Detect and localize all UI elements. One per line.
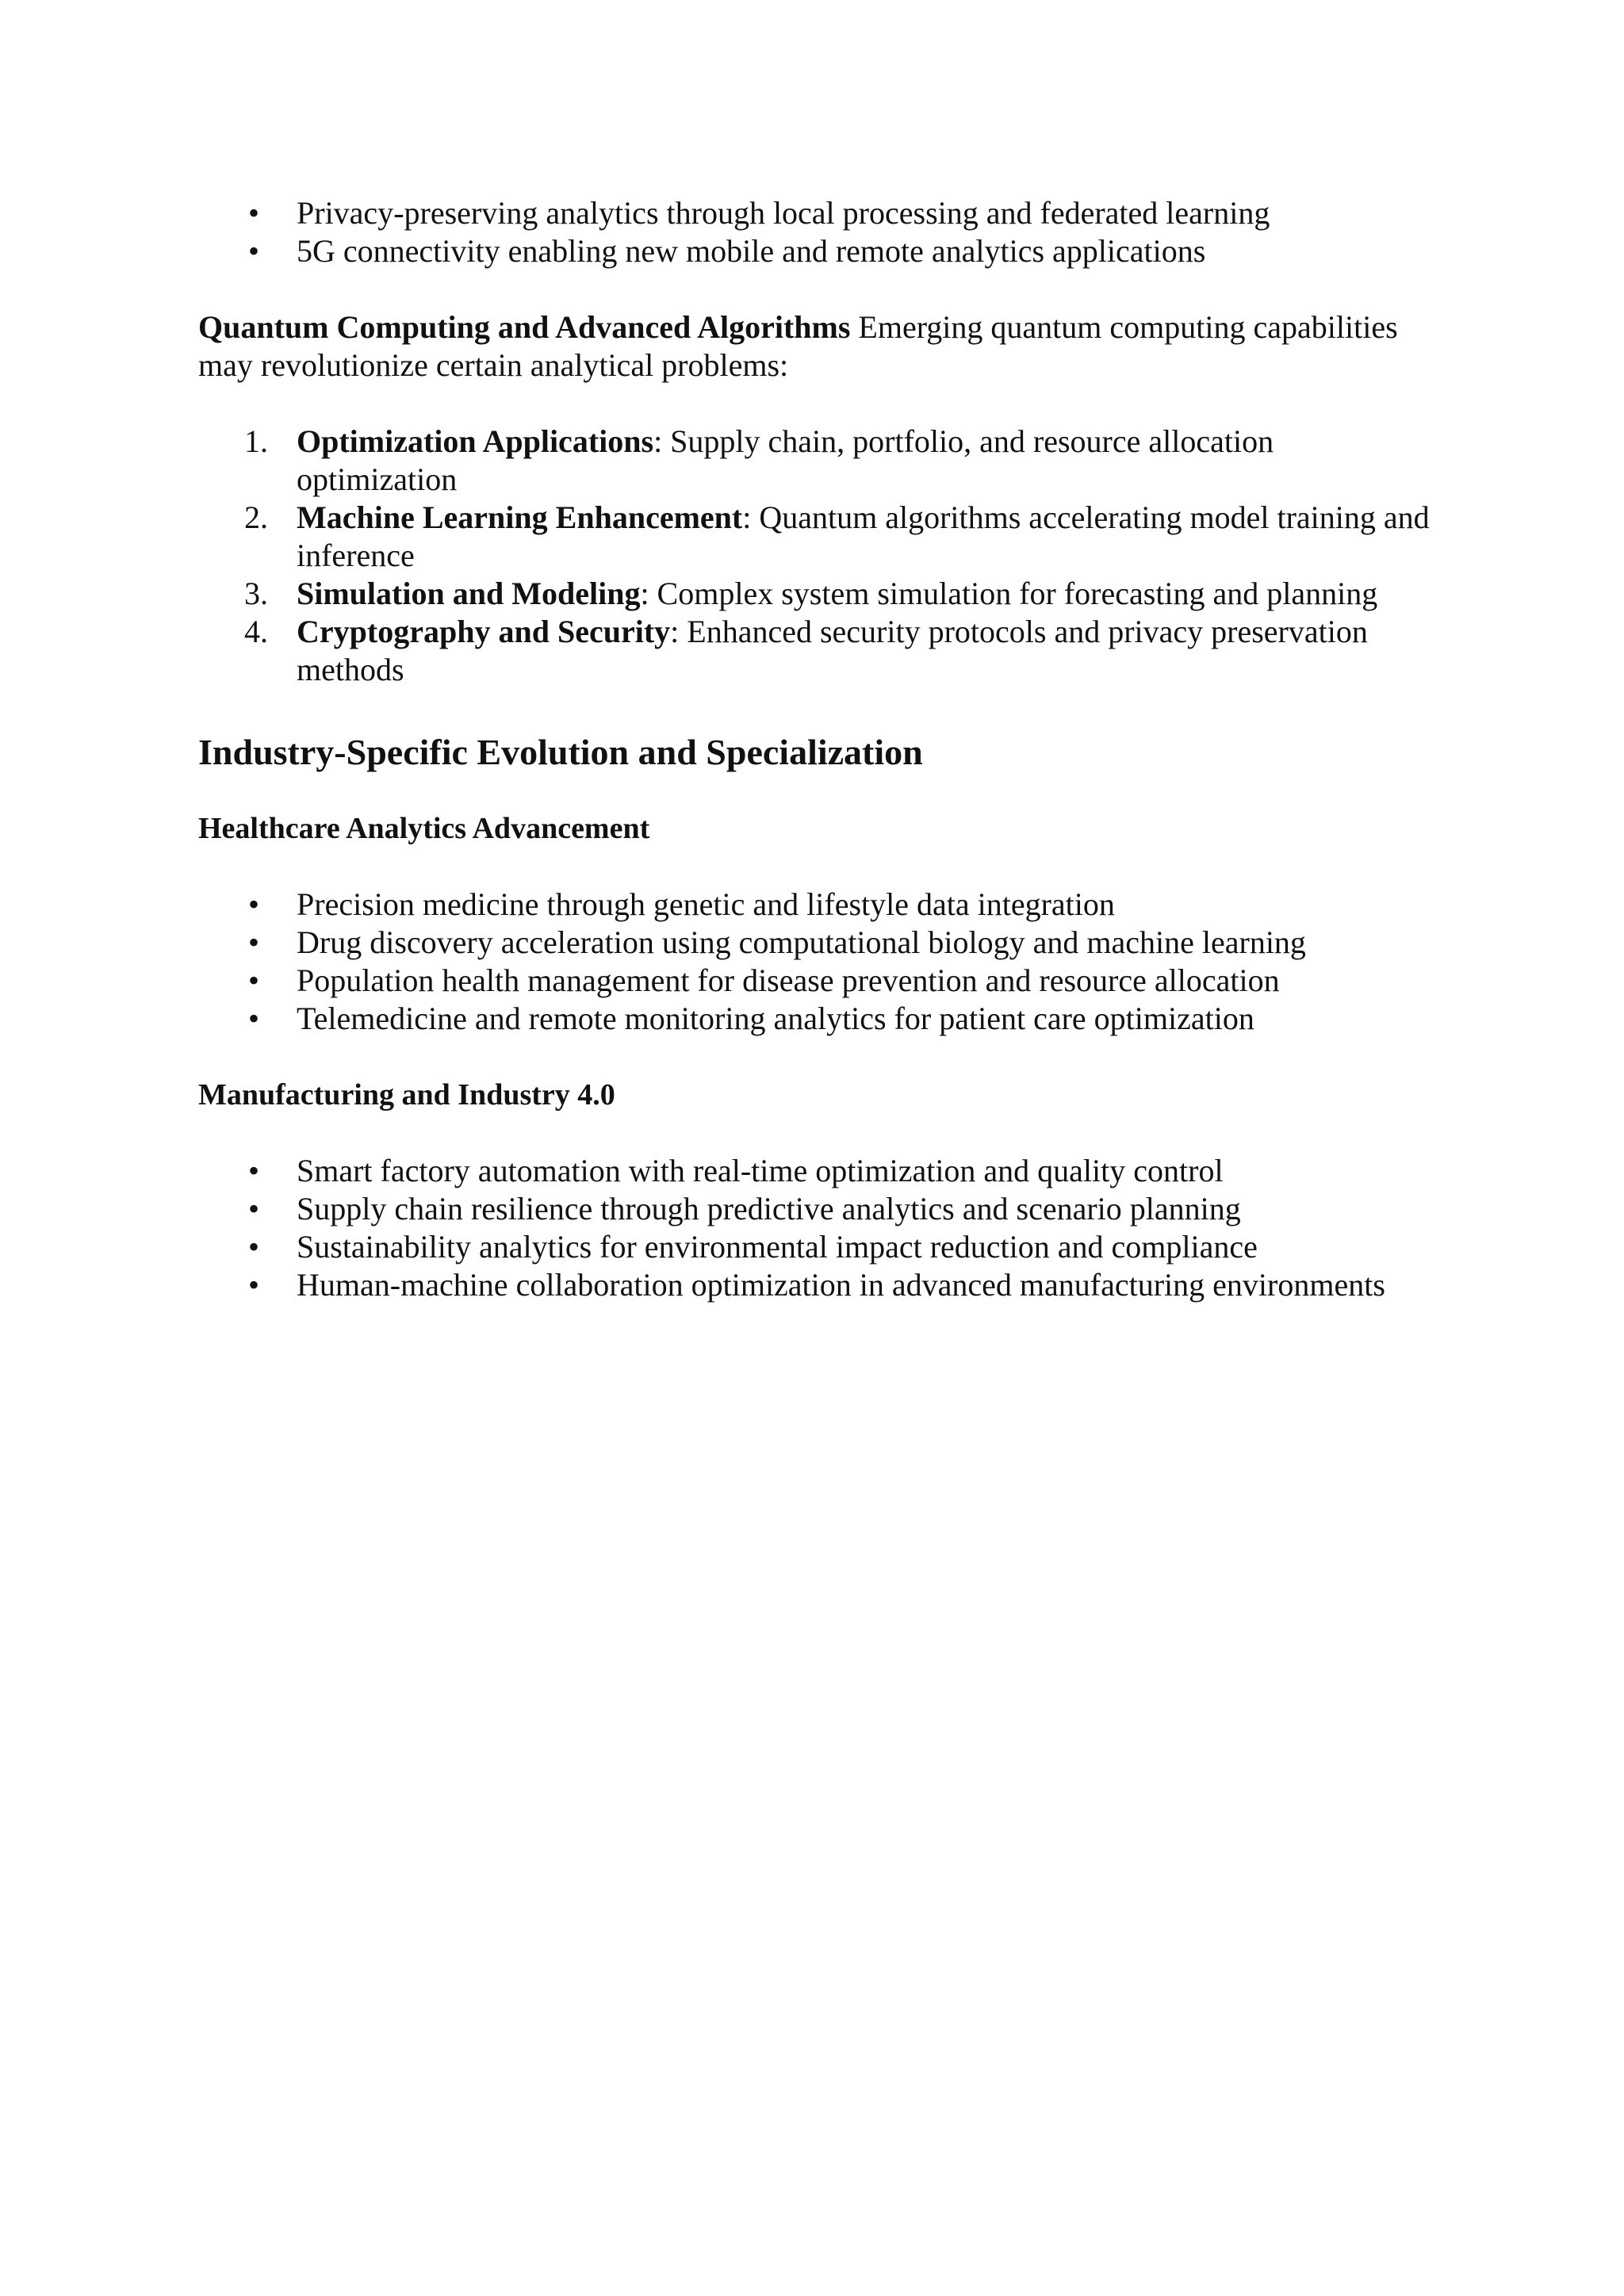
list-item [198,1152,1435,1190]
list-item [198,962,1435,1000]
list-item-text: : Complex system simulation for forecasting and planning [640,576,1378,611]
list-item [198,499,1435,575]
list-item [198,1190,1435,1228]
bullet-glyph: • [247,1191,259,1226]
bullet-glyph: • [247,195,259,231]
healthcare-heading: Healthcare Analytics Advancement [198,812,650,845]
list-item [198,886,1435,924]
bullet-glyph: • [247,1229,259,1265]
list-item [198,924,1435,962]
list-item-text: Telemedicine and remote monitoring analytics for patient care optimization [297,1001,1254,1036]
list-item [198,1000,1435,1038]
list-item-text: Privacy-preserving analytics through local processing and federated learning [297,195,1270,231]
bullet-glyph: • [247,1001,259,1036]
list-item-title: Machine Learning Enhancement [297,499,743,535]
top-bullet-list [198,194,1435,270]
manufacturing-bullet-list [198,1152,1435,1304]
list-item-text: 5G connectivity enabling new mobile and remote analytics applications [297,233,1206,269]
list-item [198,575,1435,613]
list-item-title: Cryptography and Security [297,614,671,649]
quantum-intro: Emerging quantum computing capabilities may revolutionize certain analytical problems: [198,309,1398,383]
list-item [198,232,1435,270]
bullet-glyph: • [247,1153,259,1188]
list-item-text: : Supply chain, portfolio, and resource allocation optimization [297,423,1274,497]
list-item [198,1266,1435,1304]
list-item-title: Simulation and Modeling [297,576,641,611]
list-item-text: Sustainability analytics for environmental impact reduction and compliance [297,1229,1258,1265]
list-item [198,1228,1435,1266]
list-number: 1. [244,423,268,459]
quantum-paragraph [198,308,1435,385]
list-item [198,613,1435,689]
section-heading: Industry-Specific Evolution and Specialization [198,732,923,772]
list-item-title: Optimization Applications [297,423,654,459]
list-item-text: Precision medicine through genetic and lifestyle data integration [297,886,1115,922]
bullet-glyph: • [247,924,259,960]
list-item-text: Supply chain resilience through predictive analytics and scenario planning [297,1191,1241,1226]
bullet-glyph: • [247,886,259,922]
list-item-text: Human-machine collaboration optimization in advanced manufacturing environments [297,1267,1385,1303]
quantum-numbered-list [198,423,1435,689]
list-number: 3. [244,576,268,611]
list-item [198,194,1435,232]
document-content [198,194,1435,1304]
list-item [198,423,1435,499]
list-number: 4. [244,614,268,649]
list-number: 2. [244,499,268,535]
list-item-text: Smart factory automation with real-time optimization and quality control [297,1153,1224,1188]
list-item-text: Drug discovery acceleration using computational biology and machine learning [297,924,1306,960]
list-item-text: : Enhanced security protocols and privacy preservation methods [297,614,1368,687]
bullet-glyph: • [247,1267,259,1303]
manufacturing-heading: Manufacturing and Industry 4.0 [198,1078,615,1112]
bullet-glyph: • [247,233,259,269]
bullet-glyph: • [247,962,259,998]
list-item-text: : Quantum algorithms accelerating model training and inference [297,499,1430,573]
healthcare-bullet-list [198,886,1435,1038]
quantum-heading: Quantum Computing and Advanced Algorithms [198,309,851,345]
list-item-text: Population health management for disease prevention and resource allocation [297,962,1280,998]
